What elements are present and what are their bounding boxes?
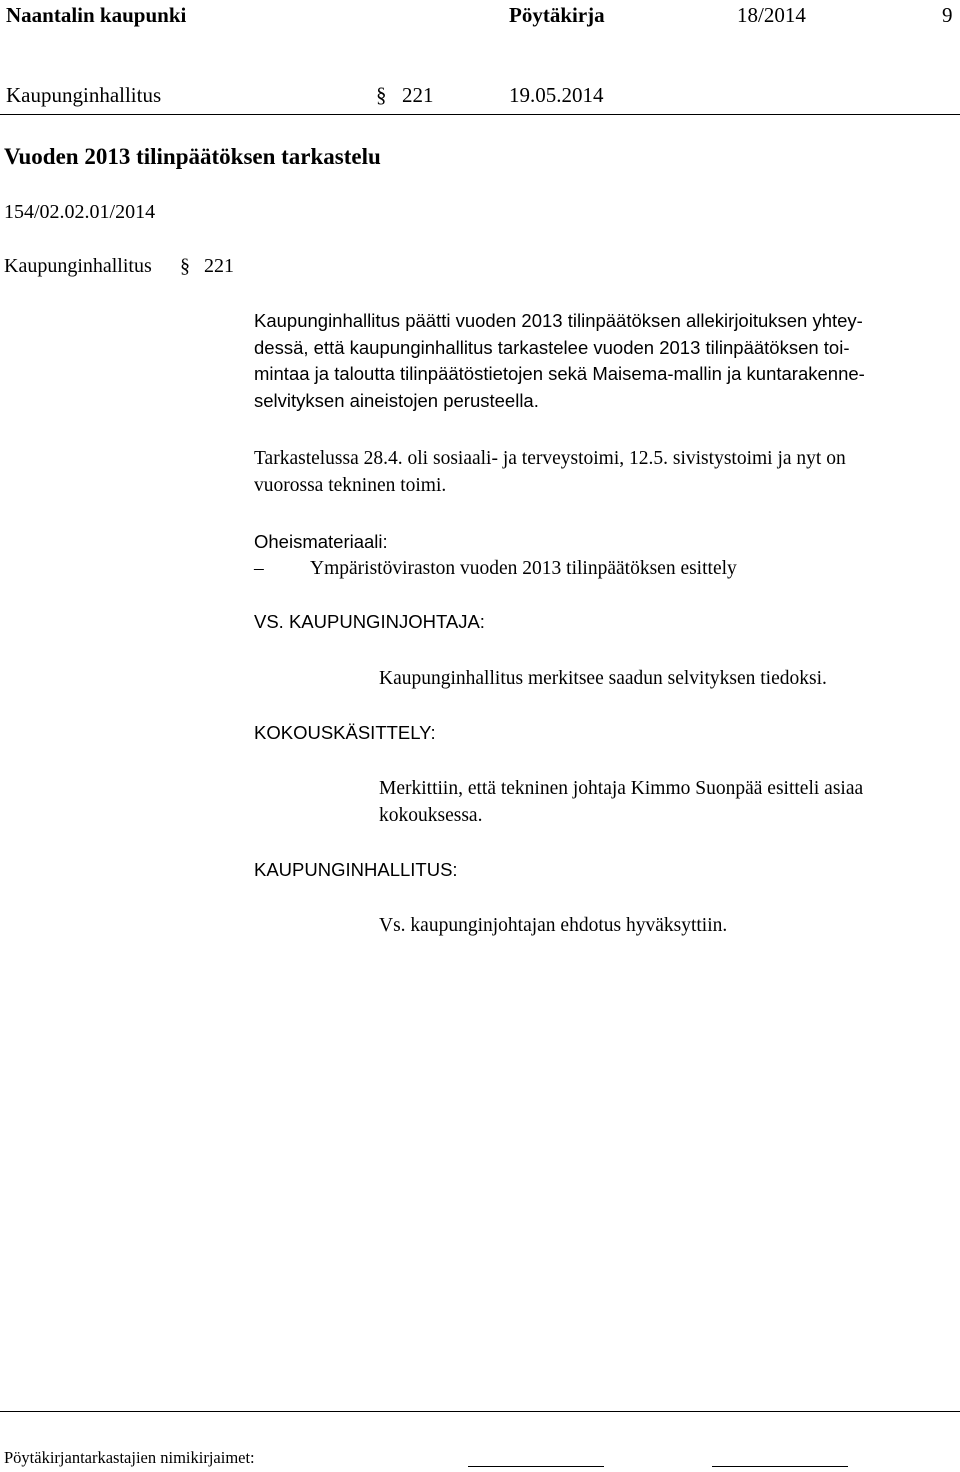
attachment-item: Ympäristöviraston vuoden 2013 tilinpäätöksen esittely [310,558,737,579]
city-name: Naantalin kaupunki [6,3,187,27]
attachments-label: Oheismateriaali: [254,531,388,552]
page-number: 9 [942,3,953,27]
intro-line: mintaa ja taloutta tilinpäätöstietojen sekä Maisema-mallin ja kuntarakenne- [254,363,865,384]
dash-bullet-icon: – [254,558,264,579]
intro-line: selvityksen aineistojen perusteella. [254,389,539,411]
signatures-label: Pöytäkirjantarkastajien nimikirjaimet: [4,1448,255,1467]
header-section: 221 [402,83,434,107]
section-ref-body: Kaupunginhallitus [4,255,152,277]
page-title: Vuoden 2013 tilinpäätöksen tarkastelu [4,144,381,169]
intro-line: Kaupunginhallitus päätti vuoden 2013 tilinpäätöksen allekirjoituksen yhtey- [254,310,863,331]
intro-paragraph [254,308,959,414]
signature-line [468,1466,604,1467]
section-ref-number: 221 [204,255,234,277]
proposal-label: VS. KAUPUNGINJOHTAJA: [254,611,485,632]
review-paragraph [254,446,959,499]
header-body: Kaupunginhallitus [6,83,162,107]
signature-line [712,1466,848,1467]
document-number: 18/2014 [737,3,806,27]
proposal-text: Kaupunginhallitus merkitsee saadun selvityksen tiedoksi. [379,668,827,689]
meeting-line: kokouksessa. [379,805,483,826]
record-id: 154/02.02.01/2014 [4,201,156,223]
meeting-line: Merkittiin, että tekninen johtaja Kimmo Suonpää esitteli asiaa [379,778,864,799]
meeting-label: KOKOUSKÄSITTELY: [254,722,436,743]
header-divider [0,114,960,115]
decision-label: KAUPUNGINHALLITUS: [254,859,458,880]
section-mark-icon: § [376,83,387,107]
document-type: Pöytäkirja [509,3,605,27]
review-line: vuorossa tekninen toimi. [254,474,447,496]
decision-text: Vs. kaupunginjohtajan ehdotus hyväksyttiin. [379,915,728,936]
review-line: Tarkastelussa 28.4. oli sosiaali- ja terveystoimi, 12.5. sivistystoimi ja nyt on [254,448,846,469]
intro-line: dessä, että kaupunginhallitus tarkastelee vuoden 2013 tilinpäätöksen toi- [254,336,850,358]
section-ref-mark-icon: § [180,255,190,277]
footer-divider [0,1411,960,1412]
header-date: 19.05.2014 [509,83,604,107]
